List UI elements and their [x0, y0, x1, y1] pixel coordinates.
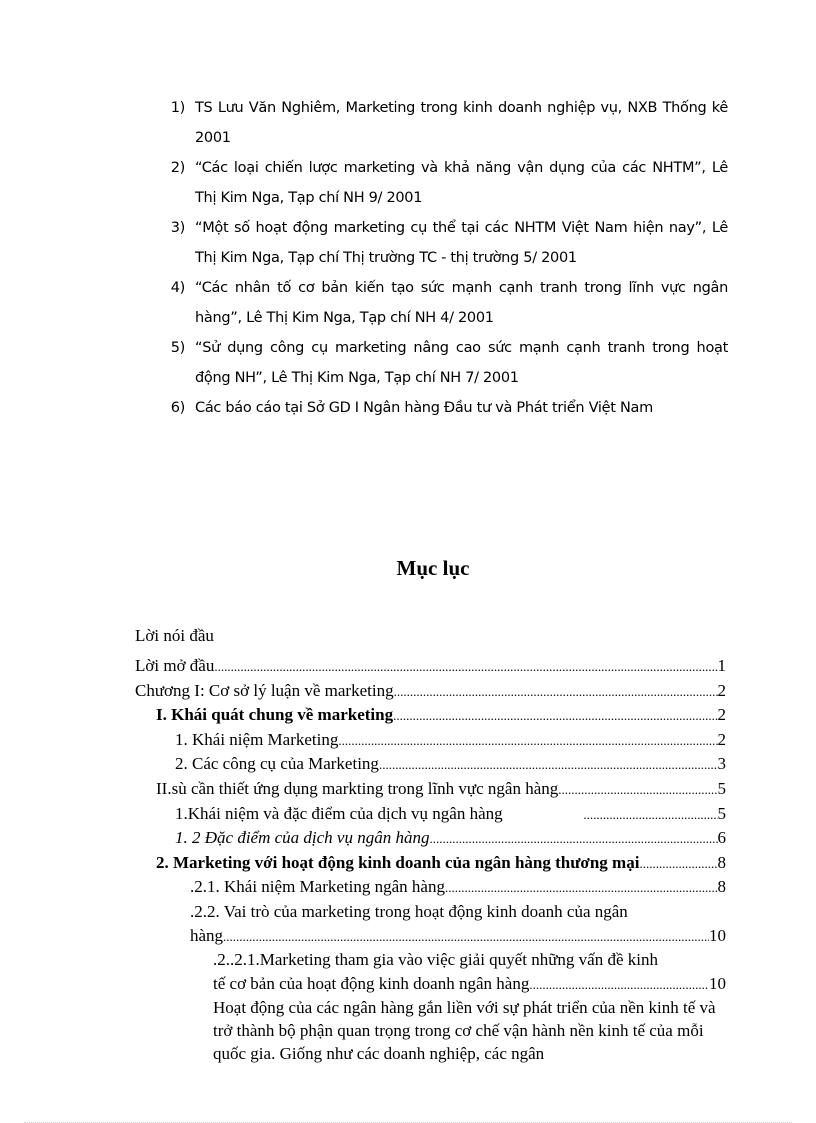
- toc-entry-text-cont: tế cơ bản của hoạt động kinh doanh ngân hàng: [213, 973, 530, 993]
- toc-entry[interactable]: [135, 728, 726, 753]
- toc-entry-text: II.sù cần thiết ứng dụng markting trong lĩnh vực ngân hàng: [156, 778, 559, 798]
- reference-number: 1): [170, 100, 185, 116]
- toc-entry-text: .2..2.1.Marketing tham gia vào việc giải quyết những vấn đề kinh: [213, 950, 658, 970]
- toc-entry-text: Lời mở đầu: [135, 656, 215, 675]
- toc-page-number: 10: [709, 925, 726, 945]
- toc-entry[interactable]: [135, 900, 726, 948]
- reference-number: 5): [170, 340, 185, 356]
- reference-item: [150, 333, 728, 393]
- toc-entry[interactable]: [135, 851, 726, 876]
- reference-number: 2): [170, 160, 185, 176]
- toc-page-number: 5: [717, 778, 726, 798]
- toc-page-number: 10: [709, 973, 726, 993]
- toc-leader: [639, 852, 717, 876]
- toc-entry[interactable]: [135, 948, 726, 996]
- reference-number: 3): [170, 220, 185, 236]
- toc-page-number: 5: [717, 803, 726, 823]
- toc-entry[interactable]: [135, 875, 726, 900]
- toc-entry-text: 2. Marketing với hoạt động kinh doanh của ngân hàng thương mại: [156, 852, 640, 872]
- reference-text: “Sử dụng công cụ marketing nâng cao sức mạnh cạnh tranh trong hoạt động NH”, Lê Thị Kim Nga, Tạp chí NH 7/ 2001: [195, 340, 728, 386]
- toc-entry-text: .2.2. Vai trò của marketing trong hoạt động kinh doanh của ngân: [190, 901, 628, 921]
- reference-text: Các báo cáo tại Sở GD I Ngân hàng Đầu tư và Phát triển Việt Nam: [195, 400, 653, 416]
- reference-item: [150, 153, 728, 213]
- toc-entry[interactable]: [135, 679, 726, 704]
- toc-entry[interactable]: [135, 826, 726, 851]
- reference-text: “Các nhân tố cơ bản kiến tạo sức mạnh cạnh tranh trong lĩnh vực ngân hàng”, Lê Thị Kim Nga, Tạp chí NH 4/ 2001: [195, 280, 728, 326]
- toc-title: Mục lục: [396, 556, 470, 580]
- toc-leader: [558, 778, 717, 802]
- toc-entry-text: 1. Khái niệm Marketing: [175, 729, 339, 749]
- toc-page-number: 2: [717, 729, 726, 749]
- toc-entry-line: [213, 948, 726, 972]
- body-paragraph: Hoạt động của các ngân hàng gắn liền với sự phát triển của nền kinh tế và trở thành bộ phận quan trọng trong cơ chế vận hành nền kinh tế của mỗi quốc gia. Giống như các doanh nghiệp, các ngân: [213, 998, 716, 1064]
- toc-entry-text-cont: hàng: [190, 925, 224, 945]
- toc-entry-line: [190, 924, 726, 949]
- toc-entry-text: Chương I: Cơ sở lý luận về marketing: [135, 680, 394, 700]
- toc-intro: Lời nói đầu: [135, 626, 214, 645]
- toc-leader: [338, 729, 717, 753]
- toc-entry-line: [213, 972, 726, 997]
- toc-page-number: 2: [717, 680, 726, 700]
- toc-page-number: 3: [717, 754, 726, 774]
- reference-number: 6): [170, 400, 185, 416]
- toc-leader: [529, 973, 709, 997]
- toc-leader: [223, 925, 709, 949]
- toc-page-number: 8: [717, 852, 726, 872]
- toc-entry-text: .2.1. Khái niệm Marketing ngân hàng: [190, 877, 445, 897]
- toc-entry[interactable]: [135, 752, 726, 777]
- reference-item: [150, 213, 728, 273]
- reference-item: [150, 93, 728, 153]
- toc-leader: [393, 704, 717, 728]
- toc-leader: [214, 655, 717, 679]
- reference-text: “Một số hoạt động marketing cụ thể tại các NHTM Việt Nam hiện nay”, Lê Thị Kim Nga, Tạp chí Thị trường TC - thị trường 5/ 2001: [195, 220, 728, 266]
- reference-number: 4): [170, 280, 185, 296]
- toc-entry[interactable]: [135, 703, 726, 728]
- toc-leader: [429, 827, 717, 851]
- reference-list: [150, 93, 728, 423]
- toc-entry-line: [190, 900, 726, 924]
- toc-page-number: 1: [717, 656, 726, 675]
- toc-entry[interactable]: [135, 802, 726, 827]
- toc-page-number: 2: [717, 705, 726, 725]
- toc-leader: [583, 803, 717, 827]
- toc-page-number: 6: [717, 828, 726, 848]
- toc-entry[interactable]: [135, 777, 726, 802]
- table-of-contents: [135, 622, 726, 1065]
- toc-page-number: 8: [717, 877, 726, 897]
- toc-leader: [379, 753, 718, 777]
- reference-text: “Các loại chiến lược marketing và khả năng vận dụng của các NHTM”, Lê Thị Kim Nga, Tạp chí NH 9/ 2001: [195, 160, 728, 206]
- toc-entry-text: 1. 2 Đặc điểm của dịch vụ ngân hàng: [175, 828, 430, 848]
- reference-text: TS Lưu Văn Nghiêm, Marketing trong kinh doanh nghiệp vụ, NXB Thống kê 2001: [195, 100, 728, 146]
- toc-leader: [394, 680, 718, 704]
- reference-item: [150, 273, 728, 333]
- toc-leader: [445, 876, 718, 900]
- toc-entry-text: 2. Các công cụ của Marketing: [175, 754, 379, 774]
- reference-item: [150, 393, 728, 423]
- toc-entry-text: 1.Khái niệm và đặc điểm của dịch vụ ngân hàng: [175, 803, 584, 823]
- toc-entry[interactable]: [135, 654, 726, 679]
- toc-entry-text: I. Khái quát chung về marketing: [156, 705, 394, 725]
